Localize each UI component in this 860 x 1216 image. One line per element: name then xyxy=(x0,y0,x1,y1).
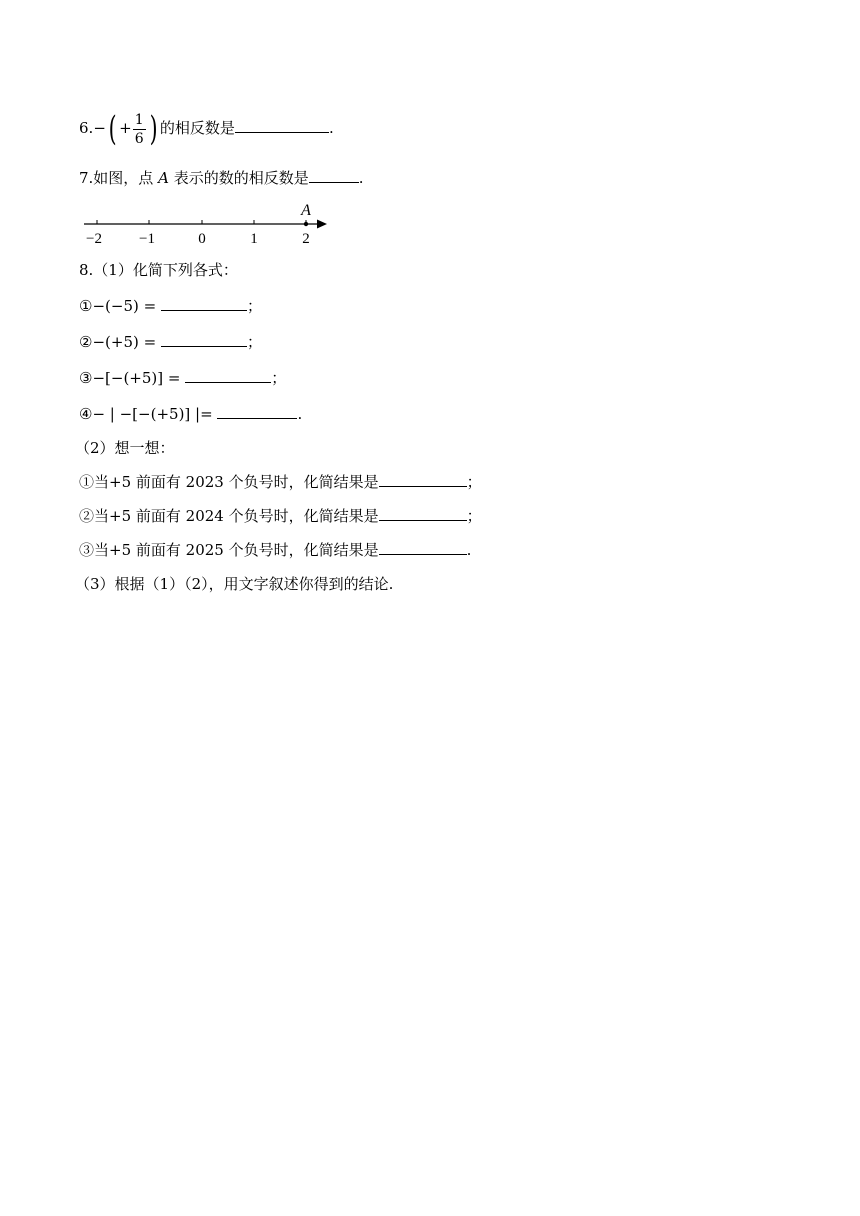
answer-blank-8-1[interactable] xyxy=(161,296,247,311)
plus-sign: + xyxy=(119,119,132,137)
item-expression: −(+5) = xyxy=(92,333,157,351)
answer-blank-q6[interactable] xyxy=(235,118,329,133)
think-item-2 xyxy=(79,506,482,526)
item-label: ④ xyxy=(79,405,93,423)
simplify-item-3 xyxy=(79,368,286,388)
think-item-text: ②当+5 前面有 2024 个负号时，化简结果是 xyxy=(79,507,379,525)
answer-blank-think-2[interactable] xyxy=(379,506,467,521)
fraction-denominator: 6 xyxy=(134,130,144,147)
simplify-item-4 xyxy=(79,404,302,424)
question-7-prefix: 7.如图，点 xyxy=(79,169,154,187)
answer-blank-q7[interactable] xyxy=(309,168,359,183)
simplify-item-1 xyxy=(79,296,262,316)
think-item-text: ①当+5 前面有 2023 个负号时，化简结果是 xyxy=(79,473,379,491)
part-2-title: （2）想一想： xyxy=(75,439,175,457)
answer-blank-think-1[interactable] xyxy=(379,472,467,487)
item-label: ① xyxy=(79,297,93,315)
think-item-end: ； xyxy=(466,507,482,525)
item-expression: −[−(+5)] = xyxy=(92,369,181,387)
fraction-numerator: 1 xyxy=(134,111,144,128)
point-a-dot xyxy=(304,222,308,226)
fraction xyxy=(133,111,146,148)
think-item-end: . xyxy=(466,541,472,559)
item-label: ③ xyxy=(79,369,93,387)
tick-label: −1 xyxy=(139,231,155,247)
simplify-item-2 xyxy=(79,332,262,352)
left-paren-icon: ( xyxy=(108,109,117,149)
think-item-text: ③当+5 前面有 2025 个负号时，化简结果是 xyxy=(79,541,379,559)
item-end: ； xyxy=(271,369,287,387)
question-6-number: 6. xyxy=(79,119,94,137)
think-item-end: ； xyxy=(466,473,482,491)
item-end: ； xyxy=(246,297,262,315)
tick-label: −2 xyxy=(86,231,102,247)
answer-blank-8-4[interactable] xyxy=(217,404,297,419)
question-6-text: 的相反数是 xyxy=(159,119,235,137)
right-paren-icon: ) xyxy=(149,109,158,149)
number-line-diagram xyxy=(80,198,340,250)
answer-blank-8-3[interactable] xyxy=(185,368,271,383)
tick-label: 1 xyxy=(250,231,258,247)
question-7 xyxy=(79,168,364,188)
point-name: A xyxy=(158,169,169,187)
item-end: . xyxy=(297,405,303,423)
item-expression: −(−5) = xyxy=(92,297,157,315)
arrow-right-icon xyxy=(317,220,327,229)
item-expression: − | −[−(+5)] |= xyxy=(92,405,213,423)
tick-label: 0 xyxy=(198,231,206,247)
point-a-label: A xyxy=(301,202,311,219)
think-item-1 xyxy=(79,472,482,492)
answer-blank-8-2[interactable] xyxy=(161,332,247,347)
item-label: ② xyxy=(79,333,93,351)
question-7-suffix: 表示的数的相反数是 xyxy=(173,169,309,187)
part-3-text: （3）根据（1）（2），用文字叙述你得到的结论. xyxy=(75,575,394,593)
question-6-end: . xyxy=(328,119,334,137)
item-end: ； xyxy=(246,333,262,351)
question-7-end: . xyxy=(358,169,364,187)
minus-sign: − xyxy=(93,119,106,137)
question-6 xyxy=(79,108,334,148)
answer-blank-think-3[interactable] xyxy=(379,540,467,555)
think-item-3 xyxy=(79,540,471,560)
tick-label: 2 xyxy=(302,231,310,247)
question-8-title: 8.（1）化简下列各式： xyxy=(79,261,238,279)
